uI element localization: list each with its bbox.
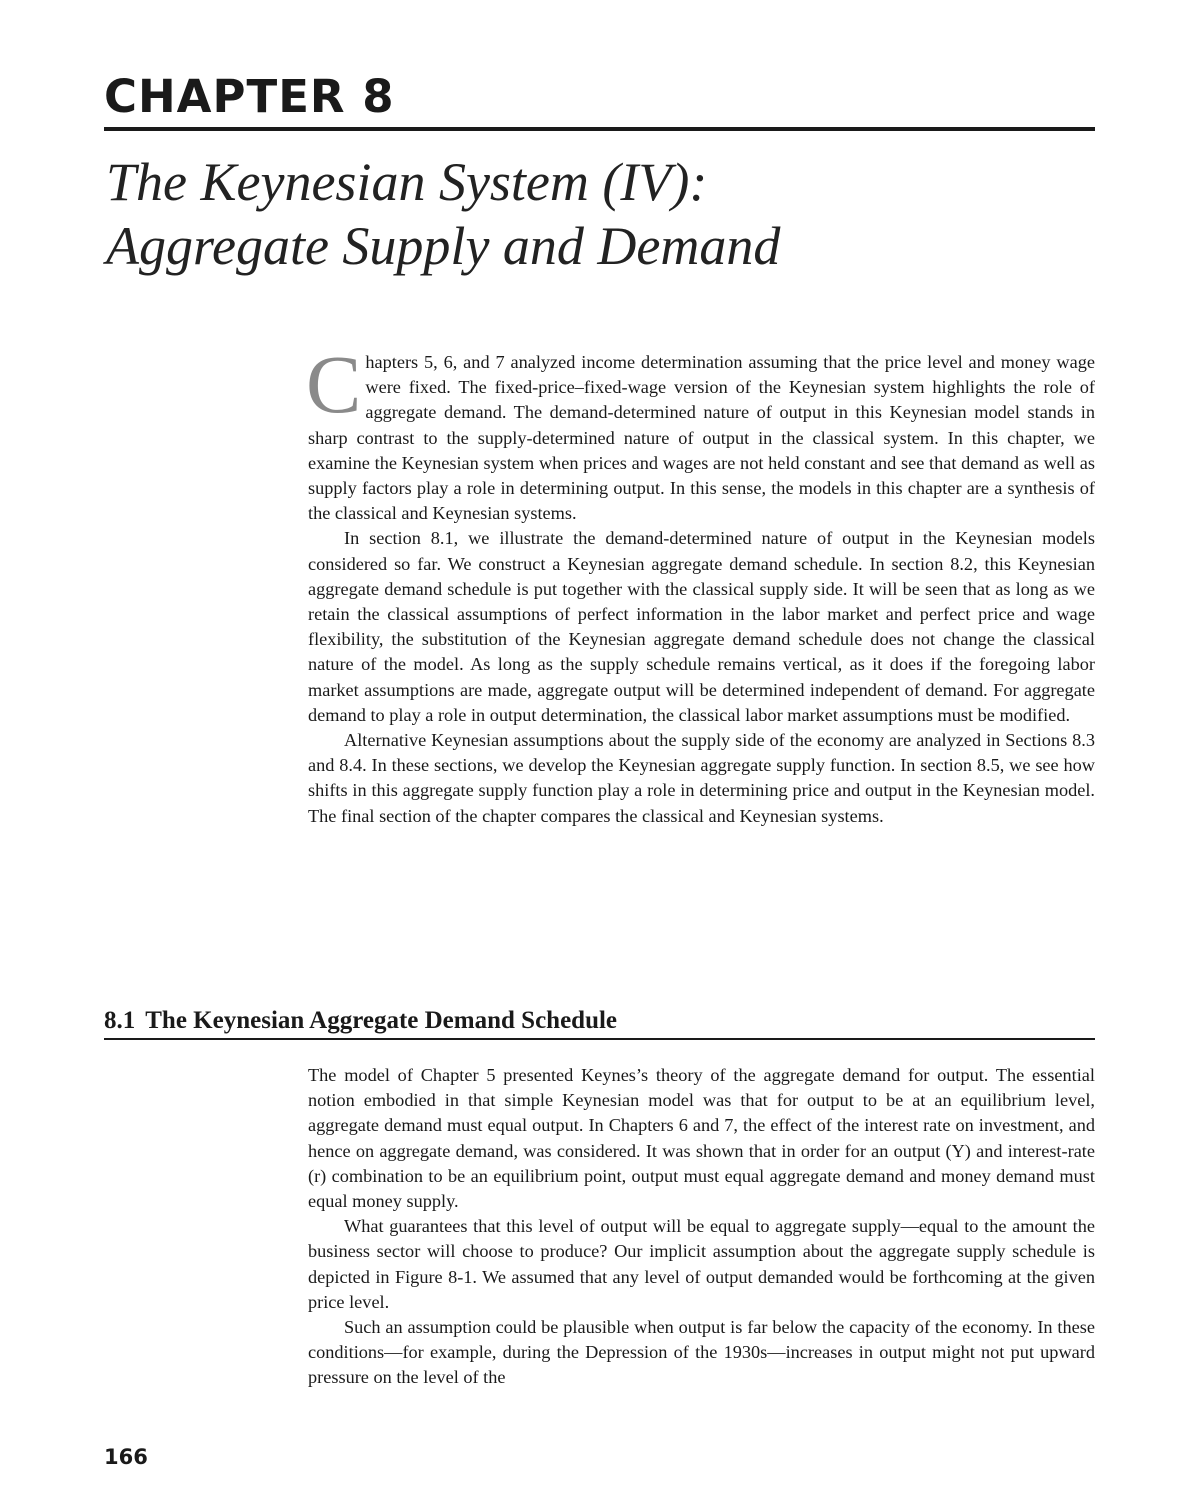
body-paragraph-3: Such an assumption could be plausible when output is far below the capacity of the economy. In these conditions—for example, during the Depression of the 1930s—increases in output might not put upward pressure on the level of the [308,1317,1095,1388]
body-paragraph-1: The model of Chapter 5 presented Keynes’s theory of the aggregate demand for output. The essential notion embodied in that simple Keynesian model was that for output to be at an equilibrium level, aggregate demand must equal output. In Chapters 6 and 7, the effect of the interest rate on investment, and hence on aggregate demand, was considered. It was shown that in order for an output (Y) and interest-rate (r) combination to be an equilibrium point, output must equal aggregate demand and money demand must equal money supply. [308,1065,1095,1212]
chapter-intro [306,338,1095,829]
header-rule [104,127,1095,131]
intro-paragraph-1-text: hapters 5, 6, and 7 analyzed income determination assuming that the price level and money wage were fixed. The fixed-price–fixed-wage version of the Keynesian system highlights the role of aggregate demand. The demand-determined nature of output in this Keynesian model stands in sharp contrast to the supply-determined nature of output in the classical system. In this chapter, we examine the Keynesian system when prices and wages are not held constant and see that demand as well as supply factors play a role in determining output. In this sense, the models in this chapter are a synthesis of the classical and Keynesian systems. [308,352,1095,524]
intro-paragraph-1 [306,338,1095,526]
body-paragraph-2: What guarantees that this level of output will be equal to aggregate supply—equal to the amount the business sector will choose to produce? Our implicit assumption about the aggregate supply schedule is depicted in Figure 8-1. We assumed that any level of output demanded would be forthcoming at the given price level. [308,1216,1095,1312]
intro-paragraph-3: Alternative Keynesian assumptions about the supply side of the economy are analyzed in Sections 8.3 and 8.4. In these sections, we develop the Keynesian aggregate supply function. In section 8.5, we see how shifts in this aggregate supply function play a role in determining price and output in the Keynesian model. The final section of the chapter compares the classical and Keynesian systems. [308,730,1095,826]
section-heading [104,1004,617,1038]
intro-paragraph-2: In section 8.1, we illustrate the demand-determined nature of output in the Keynesian models considered so far. We construct a Keynesian aggregate demand schedule. In section 8.2, this Keynesian aggregate demand schedule is put together with the classical supply side. It will be seen that as long as we retain the classical assumptions of perfect information in the labor market and perfect price and wage flexibility, the substitution of the Keynesian aggregate demand schedule does not change the classical nature of the model. As long as the supply schedule remains vertical, as it does if the foregoing labor market assumptions are made, aggregate output will be determined independent of demand. For aggregate demand to play a role in output determination, the classical labor market assumptions must be modified. [308,528,1095,725]
page-number: 166 [104,1445,148,1469]
chapter-title-line-2: Aggregate Supply and Demand [106,216,781,276]
chapter-title-line-1: The Keynesian System (IV): [106,152,708,212]
chapter-title [106,150,780,278]
drop-cap: C [306,338,362,430]
section-rule [104,1038,1095,1040]
section-title: The Keynesian Aggregate Demand Schedule [145,1007,618,1034]
section-number: 8.1 [104,1007,136,1034]
chapter-label: CHAPTER 8 [104,70,395,123]
section-body [308,1063,1095,1391]
